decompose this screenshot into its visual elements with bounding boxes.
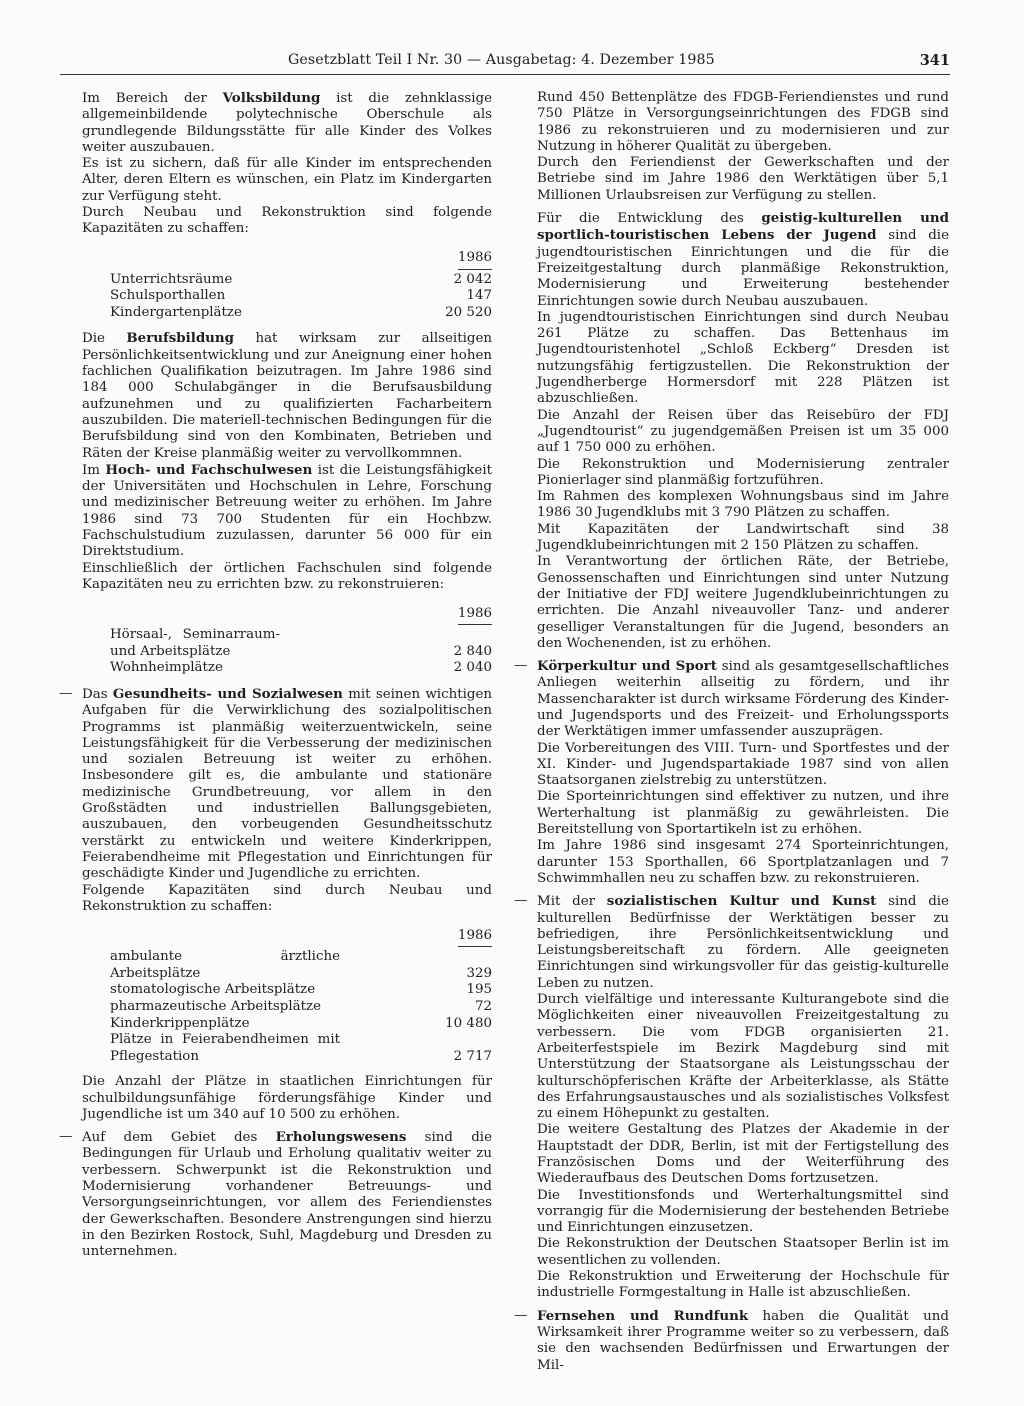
capacity-table-hochschulen: [82, 597, 492, 677]
table-header-row: [82, 919, 492, 949]
year-heading: 1986: [458, 606, 492, 626]
table-row: Wohnheimplätze 2 040: [110, 660, 492, 676]
table-row: Hörsaal-, Seminarraum- und Arbeitsplätze 2 840: [110, 627, 492, 659]
paragraph-fernsehen-rundfunk: — Fernsehen und Rundfunk haben die Qualität und Wirksamkeit ihrer Programme weiter so zu verbessern, daß sie den wachsenden Bedürfnissen und Erwartungen der Mil-: [537, 1308, 949, 1374]
table-row: Schulsporthallen 147: [110, 288, 492, 304]
paragraph-berufsbildung: Die Berufsbildung hat wirksam zur allseitigen Persönlichkeitsentwicklung und zur Aneignung einer hohen fachlichen Qualifikation beizutragen. Im Jahre 1986 sind 184 000 Schulabgänger in die Berufsausbildung aufzunehmen und zu qualifizierten Facharbeitern auszubilden. Die materiell-technischen Bedingungen für die Berufsbildung sind von den Kombinaten, Betrieben und Räten der Kreise planmäßig weiter zu vervollkommnen.: [82, 330, 492, 461]
table-row: pharmazeutische Arbeitsplätze 72: [110, 998, 492, 1014]
left-column: [82, 90, 492, 1261]
paragraph-reisebuero: Die Anzahl der Reisen über das Reisebüro der FDJ „Jugendtourist“ zu jugendgemäßen Preisen ist um 35 000 auf 1 750 000 zu erhöhen.: [537, 407, 949, 456]
paragraph-sporthallen: Im Jahre 1986 sind insgesamt 274 Sporteinrichtungen, darunter 153 Sporthallen, 66 Sportplatzanlagen und 7 Schwimmhallen neu zu schaffen bzw. zu rekonstruieren.: [537, 838, 949, 886]
paragraph-fachschulen: Einschließlich der örtlichen Fachschulen sind folgende Kapazitäten neu zu errichten bzw. zu rekonstruieren:: [82, 560, 492, 592]
table-row: stomatologische Arbeitsplätze 195: [110, 982, 492, 998]
paragraph-hochschulwesen: Im Hoch- und Fachschulwesen ist die Leistungsfähigkeit der Universitäten und Hochschulen in Lehre, Forschung und medizinischer Betreuung weiter zu erhöhen. Im Jahre 1986 sind 73 700 Studenten für ein Hochbzw. Fachschulstudium zuzulassen, darunter 56 000 für ein Direktstudium.: [82, 461, 492, 560]
table-row: Kinderkrippenplätze 10 480: [110, 1015, 492, 1031]
paragraph-kulturangebote: Durch vielfältige und interessante Kulturangebote sind die Möglichkeiten einer niveauvollen Freizeitgestaltung zu verbessern. Die vom FDGB organisierten 21. Arbeiterfestspiele im Bezirk Magdeburg sind mit Unterstützung der Staatsorgane als Leistungsschau der kulturschöpferischen Kräfte der Arbeiterklasse, als Stätte des Erfahrungsaustausches und als sozialistisches Volksfest zu einem Höhepunkt zu gestalten.: [537, 992, 949, 1122]
paragraph-kapazitaeten-intro: Durch Neubau und Rekonstruktion sind folgende Kapazitäten zu schaffen:: [82, 205, 492, 237]
paragraph-pionierlager: Die Rekonstruktion und Modernisierung zentraler Pionierlager sind planmäßig fortzuführen.: [537, 456, 949, 488]
paragraph-jugendklubs: Im Rahmen des komplexen Wohnungsbaus sind im Jahre 1986 30 Jugendklubs mit 3 790 Plätzen zu schaffen.: [537, 489, 949, 521]
paragraph-erholungswesen: — Auf dem Gebiet des Erholungswesens sind die Bedingungen für Urlaub und Erholung qualitativ weiter zu verbessern. Schwerpunkt ist die Rekonstruktion und Modernisierung vorhandener Betreuungs- und Versorgungseinrichtungen, vor allem des Feriendienstes der Gewerkschaften. Besondere Anstrengungen sind hierzu in den Bezirken Rostock, Suhl, Magdeburg und Dresden zu unternehmen.: [82, 1129, 492, 1260]
page-header: [60, 50, 950, 78]
table-row: Plätze in Feierabendheimen mit Pflegestation 2 717: [110, 1032, 492, 1064]
year-heading: 1986: [458, 928, 492, 948]
paragraph-volksbildung: Im Bereich der Volksbildung ist die zehnklassige allgemeinbildende polytechnische Oberschule als grundlegende Bildungsstätte für alle Kinder des Volkes weiter auszubauen.: [82, 90, 493, 155]
paragraph-investitionsfonds: Die Investitionsfonds und Werterhaltungsmittel sind vorrangig für die Modernisierung der bestehenden Betriebe und Einrichtungen einzusetzen.: [537, 1187, 949, 1236]
table-row: Kindergartenplätze 20 520: [110, 304, 492, 320]
paragraph-sporteinrichtungen: Die Sporteinrichtungen sind effektiver zu nutzen, und ihre Werterhaltung ist planmäßig zu gewährleisten. Die Bereitstellung von Sportartikeln ist zu erhöhen.: [537, 789, 949, 838]
paragraph-koerperkultur: — Körperkultur und Sport sind als gesamtgesellschaftliches Anliegen weiterhin allseitig zu fördern, und ihr Massencharakter ist durch wirksame Förderung des Kinder- und Jugendsports und des Freizeit- und Erholungssports der Werktätigen immer umfassender auszuprägen.: [537, 658, 949, 740]
paragraph-gesundheit-kapazitaeten: Folgende Kapazitäten sind durch Neubau und Rekonstruktion zu schaffen:: [82, 882, 492, 914]
page-number: 341: [919, 52, 950, 69]
paragraph-jugendtourismus: In jugendtouristischen Einrichtungen sind durch Neubau 261 Plätze zu schaffen. Das Bettenhaus im Jugendtouristenhotel „Schloß Eckberg“ Dresden ist nutzungsfähig fertigzustellen. Die Rekonstruktion der Jugendherberge Hormersdorf mit 228 Plätzen ist abzuschließen.: [537, 309, 949, 407]
paragraph-kultur-kunst: — Mit der sozialistischen Kultur und Kunst sind die kulturellen Bedürfnisse der Werktätigen besser zu befriedigen, ihre Persönlichkeitsentwicklung und Leistungsbereitschaft zu fördern. Alle geeigneten Einrichtungen sind wirkungsvoller für das geistig-kulturelle Leben zu nutzen.: [537, 893, 949, 992]
paragraph-landwirtschaft: Mit Kapazitäten der Landwirtschaft sind 38 Jugendklubeinrichtungen mit 2 150 Plätzen zu schaffen.: [537, 521, 949, 554]
header-rule: [60, 74, 950, 75]
paragraph-schulbildungsunfaehige: Die Anzahl der Plätze in staatlichen Einrichtungen für schulbildungsunfähige förderungsfähige Kinder und Jugendliche ist um 340 auf 10 500 zu erhöhen.: [82, 1074, 492, 1122]
table-header-row: [82, 597, 492, 627]
capacity-table-gesundheit: [82, 919, 492, 1065]
table-row: Unterrichtsräume 2 042: [110, 271, 492, 287]
table-header-row: [82, 242, 492, 272]
right-column: [537, 90, 949, 1374]
paragraph-turnfest: Die Vorbereitungen des VIII. Turn- und Sportfestes und der XI. Kinder- und Jugendspartakiade 1987 sind von allen Staatsorganen zielstrebig zu unterstützen.: [537, 740, 949, 789]
table-row: ambulante ärztliche Arbeitsplätze 329: [110, 949, 492, 981]
paragraph-kindergarten: Es ist zu sichern, daß für alle Kinder im entsprechenden Alter, deren Eltern es wünschen, ein Platz im Kindergarten zur Verfügung steht.: [82, 156, 492, 204]
paragraph-fdgb-bettenplaetze: Rund 450 Bettenplätze des FDGB-Feriendienstes und rund 750 Plätze in Versorgungseinrichtungen des FDGB sind 1986 zu rekonstruieren und zu modernisieren und zur Nutzung in höherer Qualität zu übergeben.: [537, 90, 949, 154]
paragraph-formgestaltung: Die Rekonstruktion und Erweiterung der Hochschule für industrielle Formgestaltung in Halle ist abzuschließen.: [537, 1269, 949, 1301]
paragraph-oertliche-raete: In Verantwortung der örtlichen Räte, der Betriebe, Genossenschaften und Einrichtungen sind unter Nutzung der Initiative der FDJ weitere Jugendklubeinrichtungen zu errichten. Die Anzahl niveauvoller Tanz- und anderer geselliger Veranstaltungen für die Jugend, besonders an den Wochenenden, ist zu erhöhen.: [537, 554, 949, 651]
running-title: Gesetzblatt Teil I Nr. 30 — Ausgabetag: 4. Dezember 1985: [288, 52, 715, 68]
paragraph-platz-der-akademie: Die weitere Gestaltung des Platzes der Akademie in der Hauptstadt der DDR, Berlin, ist mit der Fertigstellung des Französischen Doms und der Weiterführung des Wiederaufbaus des Deutschen Doms fortzusetzen.: [537, 1122, 949, 1187]
paragraph-gesundheitswesen: — Das Gesundheits- und Sozialwesen mit seinen wichtigen Aufgaben für die Verwirklichung des sozialpolitischen Programms ist planmäßig weiterzuentwickeln, seine Leistungsfähigkeit für die Verbesserung der medizinischen und sozialen Betreuung ist weiter zu erhöhen. Insbesondere gilt es, die ambulante und stationäre medizinische Grundbetreuung, vor allem in den Großstädten und industriellen Ballungsgebieten, auszubauen, den vorbeugenden Gesundheitsschutz verstärkt zu entwickeln und weitere Kinderkrippen, Feierabendheime mit Pflegestation und Einrichtungen für geschädigte Kinder und Jugendliche zu errichten.: [82, 686, 492, 883]
year-heading: 1986: [458, 250, 492, 270]
capacity-table-volksbildung: [82, 242, 492, 322]
paragraph-staatsoper: Die Rekonstruktion der Deutschen Staatsoper Berlin ist im wesentlichen zu vollenden.: [537, 1236, 949, 1268]
paragraph-jugend: Für die Entwicklung des geistig-kulturellen und sportlich-touristischen Lebens der Jugend sind die jugendtouristischen Einrichtungen und die für die Freizeitgestaltung durch planmäßige Rekonstruktion, Modernisierung und Erweiterung bestehender Einrichtungen sowie durch Neubau auszubauen.: [537, 210, 949, 309]
paragraph-urlaubsreisen: Durch den Feriendienst der Gewerkschaften und der Betriebe sind im Jahre 1986 den Werktätigen über 5,1 Millionen Urlaubsreisen zur Verfügung zu stellen.: [537, 155, 949, 203]
